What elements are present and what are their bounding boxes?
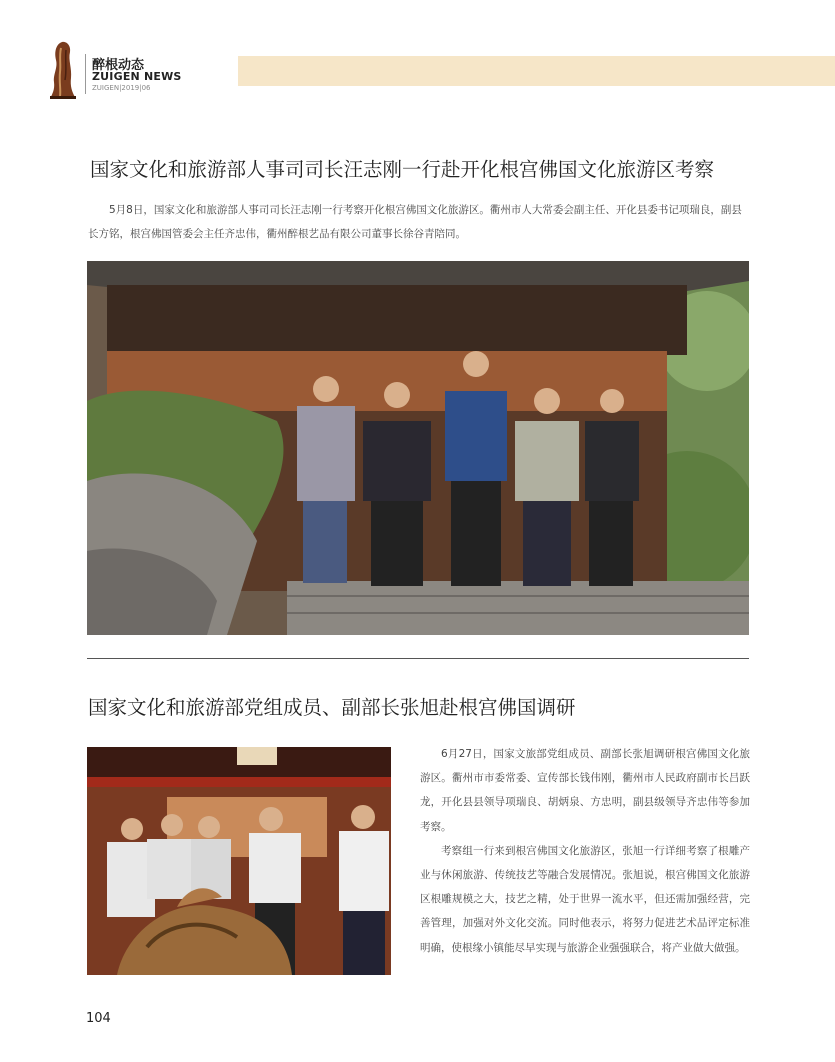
brand-title-cn: 醉根动态 (92, 58, 145, 73)
brand-title-en: ZUIGEN NEWS (92, 70, 182, 83)
root-sculpture-logo-icon (48, 40, 78, 100)
page-number: 104 (86, 1011, 111, 1026)
article2-paragraph-1: 6月27日，国家文旅部党组成员、副部长张旭调研根宫佛国文化旅游区。衢州市市委常委、宣传部长钱伟刚，衢州市人民政府副市长吕跃龙，开化县县领导项瑞良、胡炳泉、方忠明，副县级领导齐忠伟等参加考察。 (420, 748, 750, 833)
root-carving-tour-photo (87, 747, 391, 975)
brand-divider (85, 54, 86, 94)
article2-body (420, 742, 750, 960)
article2-paragraph-2: 考察组一行来到根宫佛国文化旅游区，张旭一行详细考察了根雕产业与休闲旅游、传统技艺等融合发展情况。张旭说，根宫佛国文化旅游区根雕规模之大，技艺之精，处于世界一流水平，但还需加强经营，完善管理，加强对外文化交流。同时他表示，将努力促进艺术品评定标准明确，使根缘小镇能尽早实现与旅游企业强强联合，将产业做大做强。 (420, 844, 750, 954)
page-header (0, 0, 835, 110)
article1-title: 国家文化和旅游部人事司司长汪志刚一行赴开化根宫佛国文化旅游区考察 (90, 158, 715, 181)
article2-title: 国家文化和旅游部党组成员、副部长张旭赴根宫佛国调研 (88, 696, 576, 719)
header-band (238, 56, 835, 86)
issue-date: ZUIGEN|2019|06 (92, 84, 151, 92)
temple-visit-photo (87, 261, 749, 635)
article1-body (88, 198, 750, 246)
section-divider (87, 658, 749, 659)
article1-paragraph: 5月8日，国家文化和旅游部人事司司长汪志刚一行考察开化根宫佛国文化旅游区。衢州市人大常委会副主任、开化县委书记项瑞良，副县长方铭，根宫佛国管委会主任齐忠伟，衢州醉根艺品有限公司董事长徐谷青陪同。 (88, 204, 742, 240)
